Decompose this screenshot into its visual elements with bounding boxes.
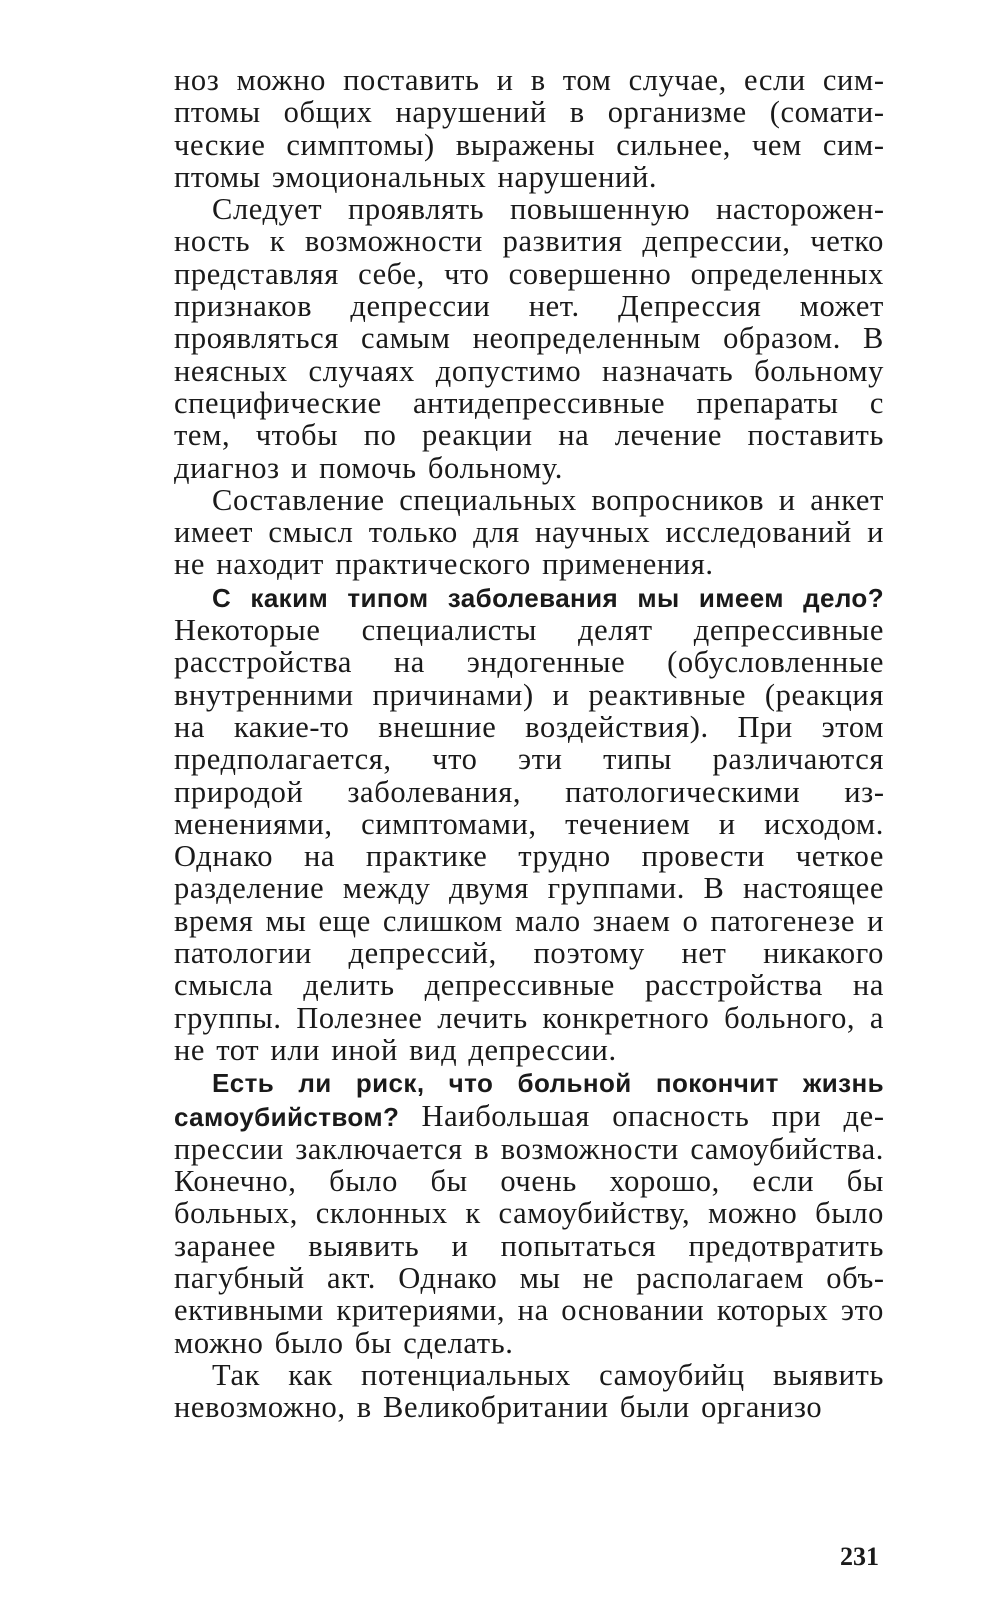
- paragraph-text: Составление специальных вопросников и анкет имеет смысл только для научных исследований и не находит практического применения.: [174, 482, 884, 582]
- paragraph-text: Следует проявлять повышенную настороженность к возможности развития депрессии, четко представляя себе, что совершенно определенных признаков депрессии нет. Депрессия может проявляться самым неопределенным образом. В неясных случаях допустимо назначать больному специфические антидепрессивные препараты с тем, чтобы по реакции на лечение поставить диагноз и помочь больному.: [174, 192, 884, 485]
- paragraph: [174, 1359, 884, 1424]
- paragraph-continued: [174, 64, 884, 193]
- page-number: 231: [840, 1542, 879, 1571]
- paragraph: [174, 484, 884, 581]
- section-heading: Есть ли риск, что больной покончит жизнь самоубийством?: [174, 1068, 884, 1132]
- paragraph-with-heading: [174, 581, 884, 1066]
- paragraph: [174, 193, 884, 484]
- paragraph-text: Наибольшая опасность при депрессии заключается в возможности самоубийства. Конечно, было бы очень хорошо, если бы больных, склонных к самоубийству, можно было заранее выявить и попытаться предотвратить пагубный акт. Однако мы не располагаем объективными критериями, на основании которых это можно было бы сделать.: [174, 1098, 884, 1360]
- paragraph-with-heading: [174, 1066, 884, 1359]
- paragraph-text: Некоторые специалисты делят депрессивные расстройства на эндогенные (обусловленные внутренними причинами) и реактивные (реакция на какие-то внешние воздействия). При этом предполагается, что эти типы различаются природой заболевания, патологическими изменениями, симптомами, течением и исходом. Однако на практике трудно провести четкое разделение между двумя группами. В настоящее время мы еще слишком мало знаем о патогенезе и патологии депрессий, поэтому нет никакого смысла делить депрессивные расстройства на группы. Полезнее лечить конкретного больного, а не тот или иной вид депрессии.: [174, 613, 884, 1067]
- section-heading: С каким типом заболевания мы имеем дело?: [212, 582, 884, 613]
- paragraph-text: ноз можно поставить и в том случае, если симптомы общих нарушений в организме (соматические симптомы) выражены сильнее, чем симптомы эмоциональных нарушений.: [174, 63, 884, 194]
- paragraph-text: Так как потенциальных самоубийц выявить невозможно, в Великобритании были организо: [174, 1357, 884, 1425]
- page-body: [174, 64, 884, 1423]
